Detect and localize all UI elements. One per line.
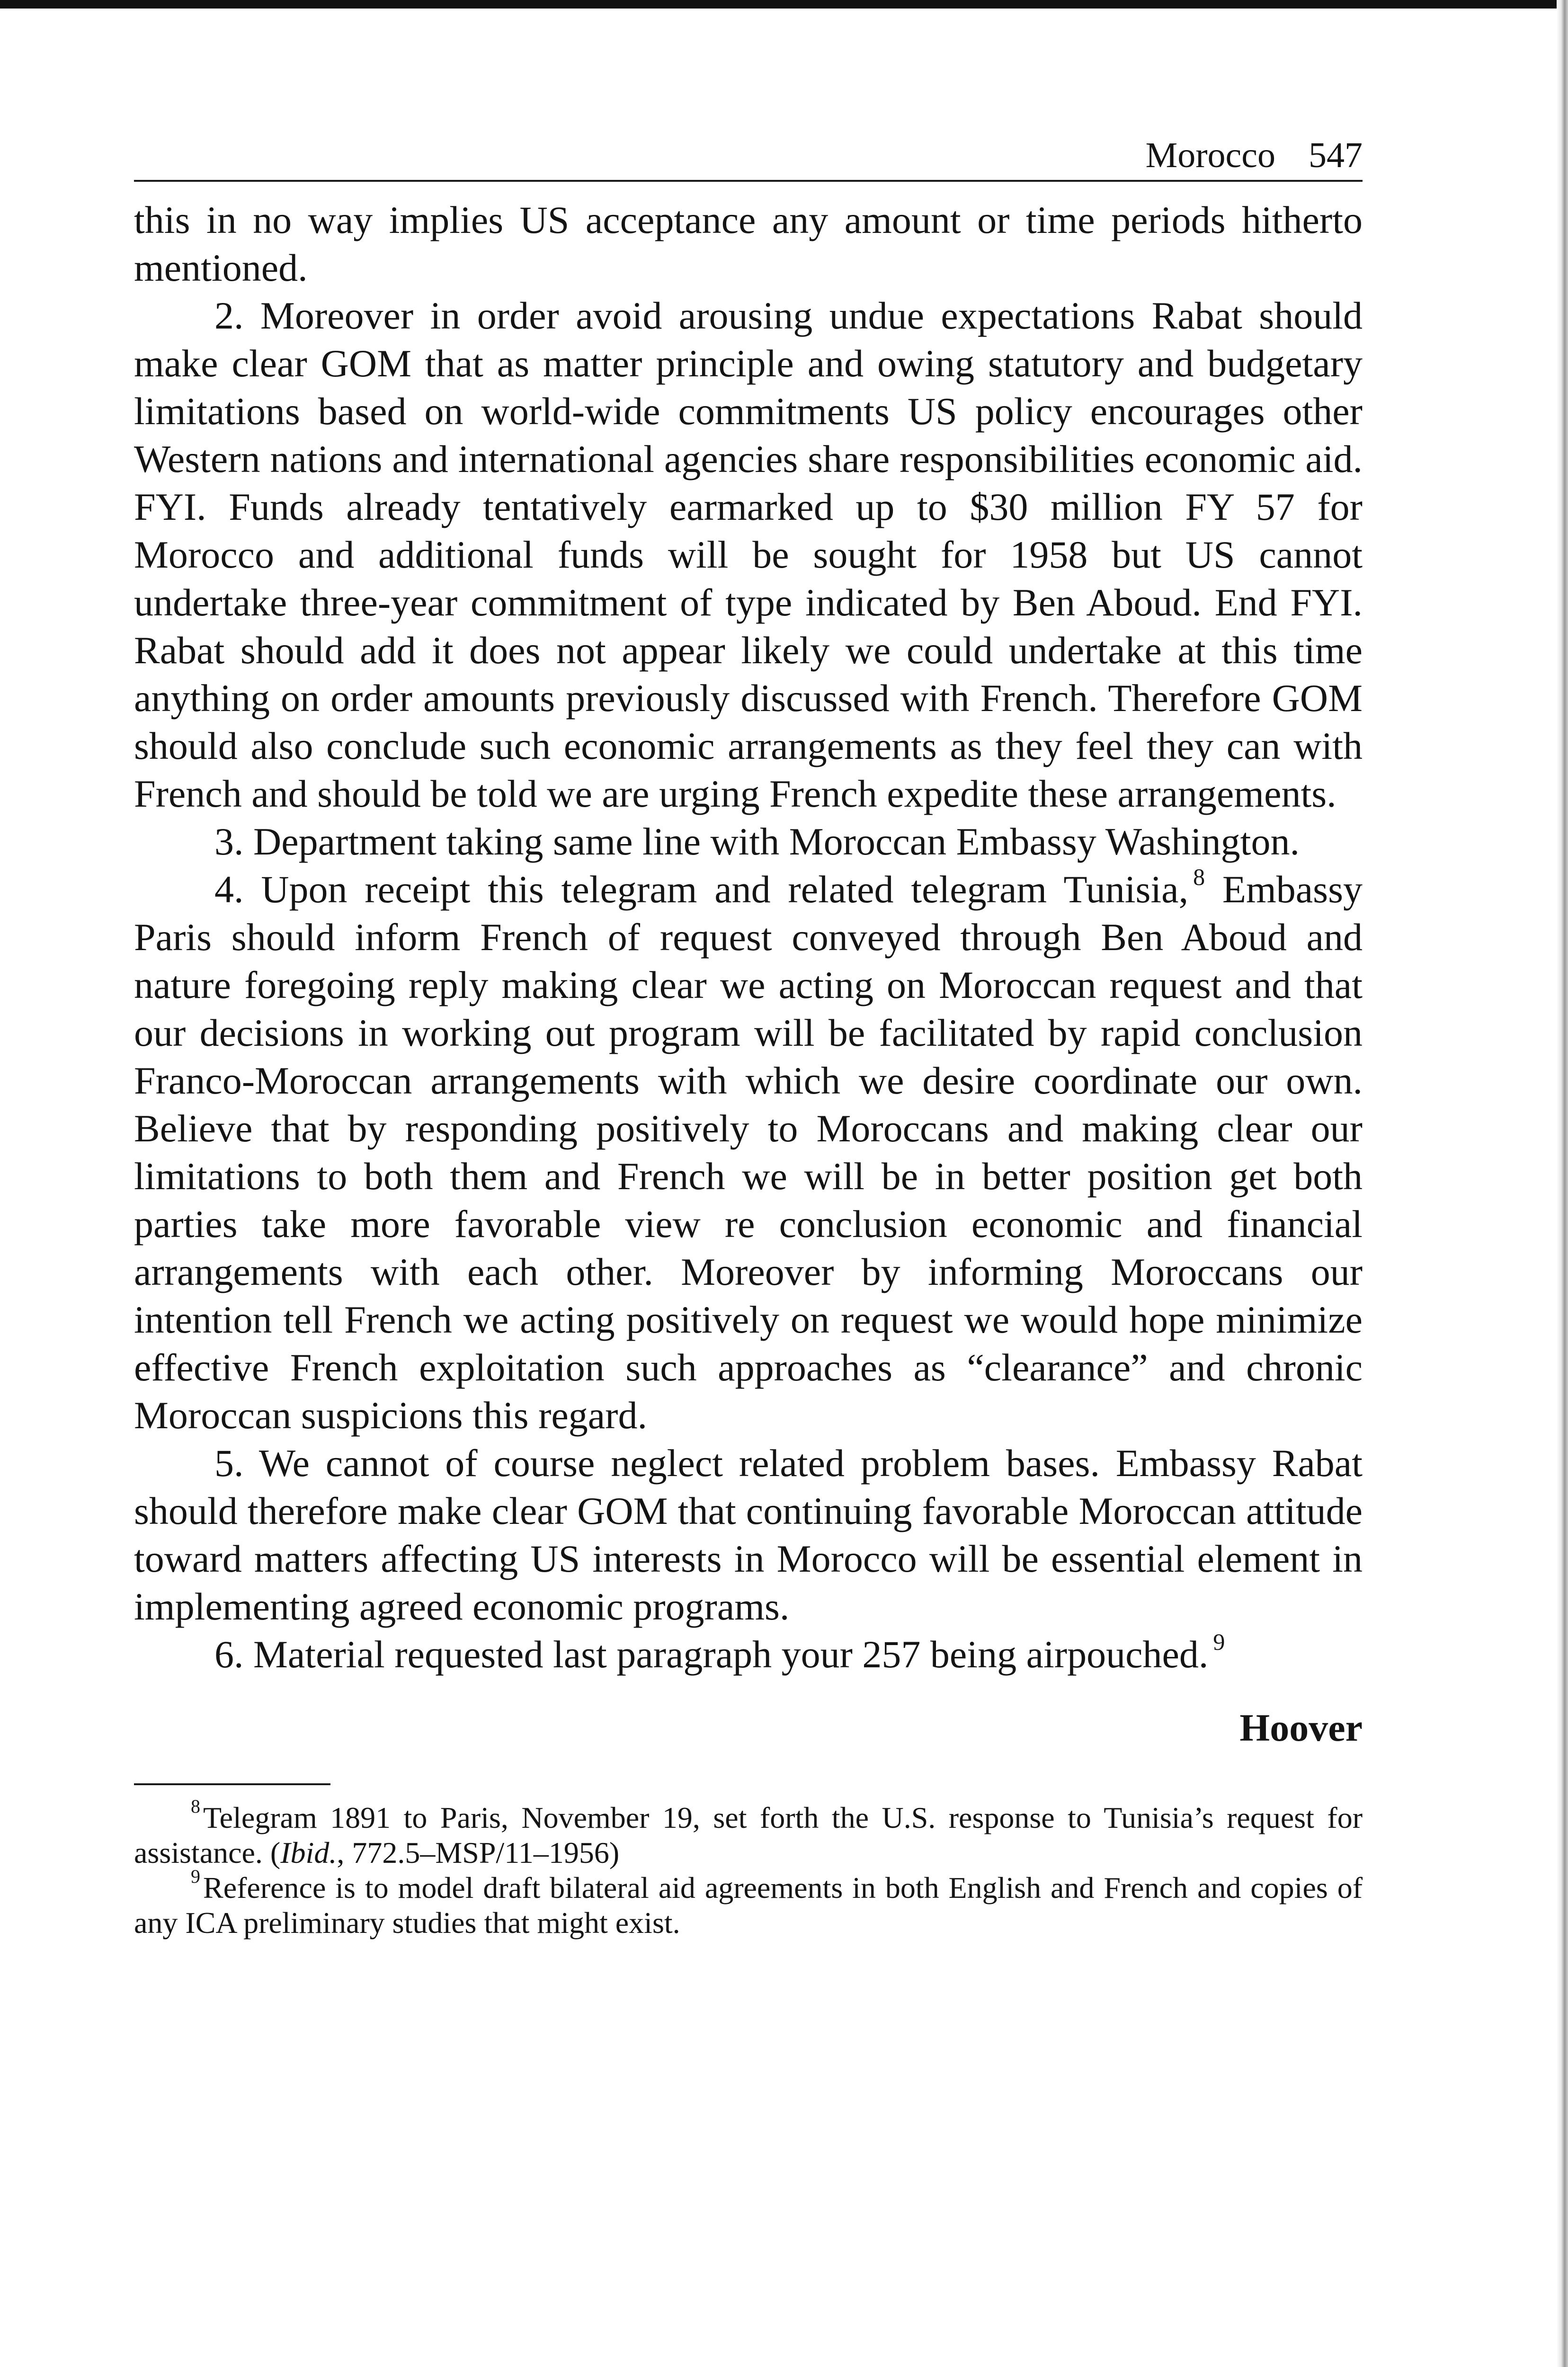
footnote-ref-8[interactable]: 8 [1193, 863, 1205, 890]
footnote-number: 8 [191, 1796, 200, 1817]
body-text [134, 196, 1363, 1678]
paragraph-continued: this in no way implies US acceptance any amount or time periods hitherto mentioned. [134, 198, 1363, 289]
scan-top-edge [0, 0, 1568, 9]
section-title: Morocco [1145, 135, 1275, 175]
footnote-text: Reference is to model draft bilateral aid agreements in both English and French and copies of any ICA preliminary studies that might exist. [134, 1871, 1363, 1940]
paragraph-5: 5. We cannot of course neglect related problem bases. Embassy Rabat should therefore make clear GOM that continuing favorable Moroccan attitude toward matters affecting US interests in Morocco will be essential element in implementing agreed economic programs. [134, 1442, 1363, 1628]
footnote-number: 9 [191, 1866, 200, 1887]
running-head [134, 137, 1363, 182]
footnotes [134, 1796, 1363, 1940]
paragraph-4 [134, 865, 1363, 1439]
footnote-ref-9[interactable]: 9 [1213, 1628, 1225, 1655]
paragraph-6-text: 6. Material requested last paragraph your 257 being airpouched. [214, 1633, 1209, 1676]
footnote-divider [134, 1783, 330, 1785]
paragraph-2: 2. Moreover in order avoid arousing undue expectations Rabat should make clear GOM that as matter principle and owing statutory and budgetary limitations based on world-wide commitments US policy encourages other Western nations and international agencies share responsibilities economic aid. FYI. Funds already tentatively earmarked up to $30 million FY 57 for Morocco and additional funds will be sought for 1958 but US cannot undertake three-year commitment of type indicated by Ben Aboud. End FYI. Rabat should add it does not appear likely we could undertake at this time anything on order amounts previously discussed with French. Therefore GOM should also conclude such economic arrangements as they feel they can with French and should be told we are urging French expedite these arrangements. [134, 294, 1363, 815]
footnote-text: Telegram 1891 to Paris, November 19, set forth the U.S. response to Tunisia’s request for assistance. ( [134, 1801, 1363, 1869]
signature: Hoover [1239, 1706, 1363, 1749]
footnote-text-after: , 772.5–MSP/11–1956) [337, 1836, 620, 1869]
paragraph-4-body: Embassy Paris should inform French of request conveyed through Ben Aboud and nature foregoing reply making clear we acting on Moroccan request and that our decisions in working out program will be facilitated by rapid conclusion Franco-Moroccan arrangements with which we desire coordinate our own. Believe that by responding positively to Moroccans and making clear our limitations to both them and French we will be in better position get both parties take more favorable view re conclusion economic and financial arrangements with each other. Moreover by informing Moroccans our intention tell French we acting positively on request we would hope minimize effective French exploitation such approaches as “clearance” and chronic Moroccan suspicions this regard. [134, 868, 1363, 1437]
paragraph-3: 3. Department taking same line with Moroccan Embassy Washington. [214, 820, 1300, 863]
page-number: 547 [1309, 135, 1363, 175]
document-page [134, 137, 1363, 1940]
footnote-9 [134, 1866, 1363, 1940]
scan-right-edge [1557, 0, 1568, 2367]
footnote-8 [134, 1796, 1363, 1870]
footnote-ibid: Ibid. [280, 1836, 337, 1869]
paragraph-6 [134, 1630, 1363, 1678]
paragraph-4-lead: 4. Upon receipt this telegram and related telegram Tunisia, [214, 868, 1189, 911]
